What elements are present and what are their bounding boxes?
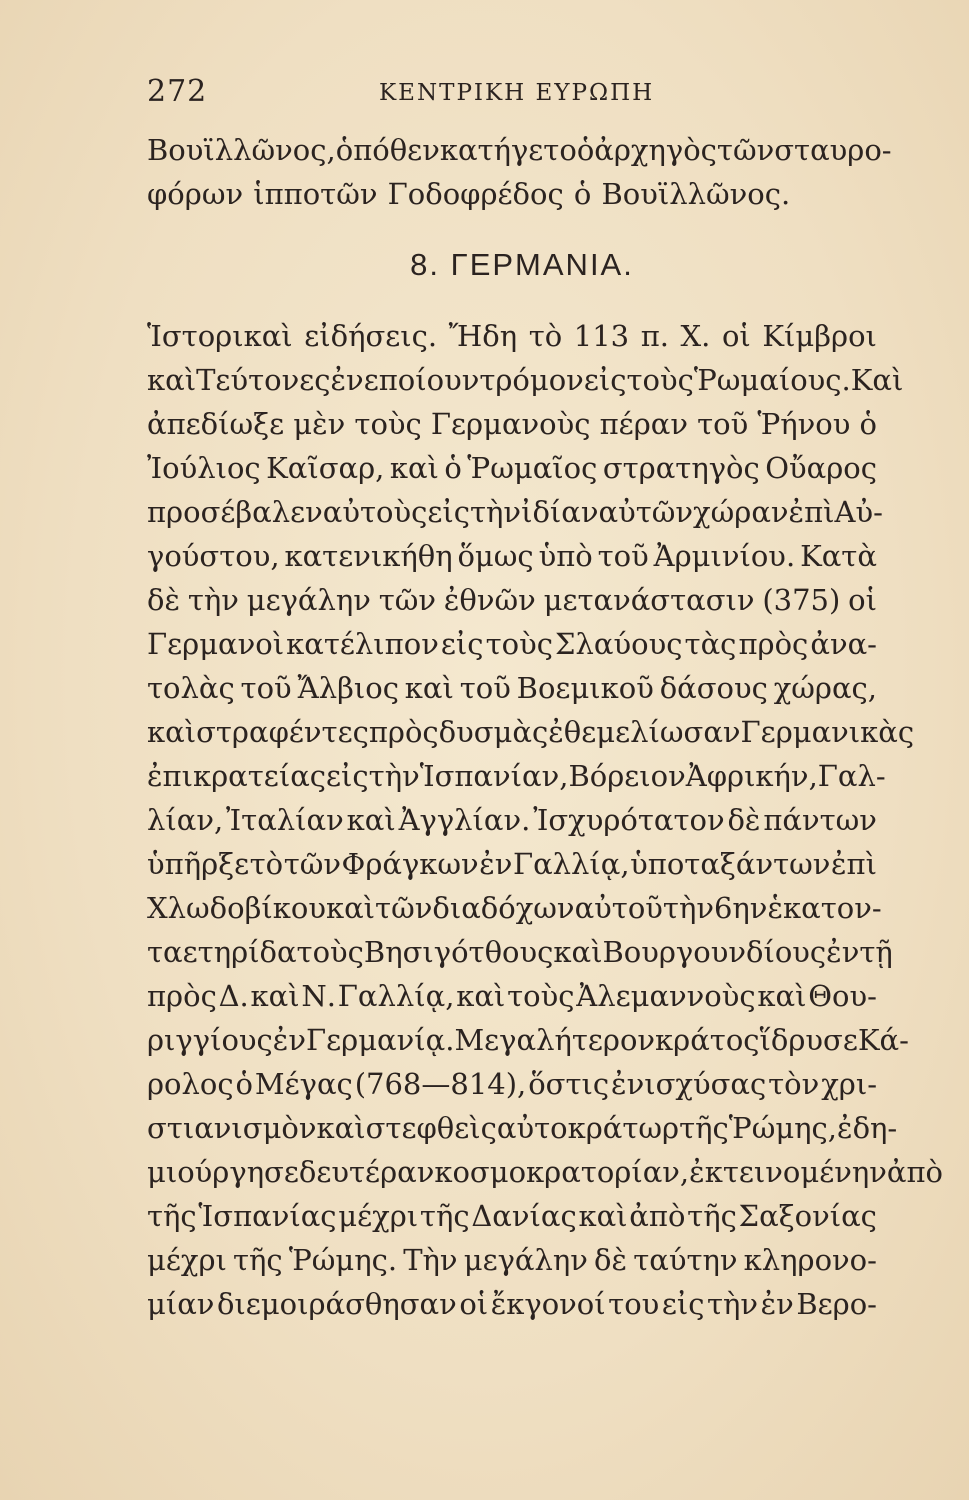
word: τὸ <box>249 847 284 881</box>
word: αὐτοῦ <box>574 891 663 925</box>
word: Γαλ- <box>817 759 886 793</box>
word: κοσμοκρατορίαν, <box>434 1155 690 1189</box>
word: στραφέντες <box>196 715 369 749</box>
word: διεμοιράσθησαν <box>216 1287 457 1321</box>
word: Βοεμικοῦ <box>516 671 654 705</box>
word: μετανάστασιν <box>543 583 755 617</box>
word: οἱ <box>721 319 751 353</box>
word: Θου- <box>808 979 877 1013</box>
word: τοῦ <box>697 407 749 441</box>
word: Ῥωμαῖος <box>467 451 598 485</box>
word: μέχρι <box>147 1243 227 1277</box>
word: καὶ <box>456 979 506 1013</box>
word: Ἀλεμαννοὺς <box>576 979 756 1013</box>
word: οἱ <box>459 1287 489 1321</box>
word: δὲ <box>727 803 761 837</box>
word: Βερο- <box>796 1287 877 1321</box>
word: καὶ <box>316 1111 366 1145</box>
word: Ν. <box>301 979 337 1013</box>
word: Βησιγότθους <box>363 935 554 969</box>
word: (375) <box>762 583 841 617</box>
word: καὶ <box>578 1199 628 1233</box>
word: καὶ <box>147 715 197 749</box>
lines-before-heading <box>147 128 892 216</box>
word: Βουργουνδίους <box>602 935 827 969</box>
word: ἀνα- <box>810 627 877 661</box>
word: τοὺς <box>296 935 364 969</box>
word: τῶν <box>378 583 437 617</box>
word: ἐθνῶν <box>443 583 536 617</box>
word: Οὔαρος <box>765 451 877 485</box>
text-line <box>147 1106 898 1150</box>
word: δυσμὰς <box>438 715 549 749</box>
text-line <box>147 886 882 930</box>
word: τῶν <box>283 847 342 881</box>
text-line <box>147 974 877 1018</box>
word: καὶ <box>389 451 439 485</box>
word: Ἰταλίαν <box>226 803 344 837</box>
word: καὶ <box>346 803 396 837</box>
word: γούστου, <box>147 539 280 573</box>
word: ἐπικρατείας <box>147 759 327 793</box>
word: εἰς <box>326 759 369 793</box>
word: εἰς <box>440 627 484 661</box>
word: πάντων <box>763 803 877 837</box>
word: Μέγας <box>254 1067 353 1101</box>
lines-after-heading <box>147 314 943 1326</box>
text-line <box>147 666 877 710</box>
word: τοὺς <box>626 363 694 397</box>
word: Ῥήνου <box>757 407 851 441</box>
word: Ἱσπανίας <box>198 1199 337 1233</box>
word: τὴν <box>368 759 420 793</box>
word: τῶν <box>375 891 433 925</box>
word: τοῦ <box>459 671 511 705</box>
text-line <box>147 446 877 490</box>
word: 6ην <box>713 891 768 925</box>
word: ταετηρίδα <box>147 935 297 969</box>
word: Ἰσχυρότατον <box>533 803 725 837</box>
text-line <box>147 172 877 216</box>
word: αὐτοκράτωρ <box>496 1111 680 1145</box>
word: τῇ <box>859 935 893 969</box>
word: μεγάλην <box>246 583 371 617</box>
word: ὁ <box>576 133 595 167</box>
word: 113 <box>573 319 630 353</box>
word: τρόμον <box>479 363 584 397</box>
word: τὴν <box>662 891 714 925</box>
text-line <box>147 128 892 172</box>
word: εἰς <box>427 495 471 529</box>
word: Ῥώμης, <box>728 1111 838 1145</box>
word: οἱ <box>848 583 877 617</box>
word: λίαν, <box>147 803 224 837</box>
text-line <box>147 798 877 842</box>
word: Γερμανικὰς <box>740 715 915 749</box>
word: τοὺς <box>507 979 575 1013</box>
word: Τεύτονες <box>196 363 331 397</box>
word: Ἀρμινίου. <box>653 539 796 573</box>
word: τὰς <box>684 627 737 661</box>
word: καὶ <box>757 979 807 1013</box>
word: τοῦ <box>240 671 292 705</box>
word: Κατὰ <box>800 539 877 573</box>
word: δευτέραν <box>298 1155 435 1189</box>
word: τὴν <box>187 583 239 617</box>
text-line <box>147 1018 909 1062</box>
word: τὸ <box>528 319 563 353</box>
word: τῶν <box>716 133 775 167</box>
word: Αὐ- <box>834 495 883 529</box>
word: μέχρι <box>338 1199 419 1233</box>
word: ἐκτεινομένην <box>689 1155 887 1189</box>
word: στρατηγὸς <box>602 451 760 485</box>
page-header <box>147 68 882 118</box>
body-text <box>147 128 943 1326</box>
text-line <box>147 534 877 578</box>
text-line <box>147 1238 877 1282</box>
word: τολὰς <box>147 671 235 705</box>
text-line <box>147 490 883 534</box>
word: Μεγαλήτερον <box>454 1023 656 1057</box>
word: ἀρχηγὸς <box>594 133 717 167</box>
running-title: ΚΕΝΤΡΙΚΗ ΕΥΡΩΠΗ <box>379 80 655 106</box>
word: Ἄλβιος <box>297 671 399 705</box>
word: ἐδη- <box>837 1111 898 1145</box>
word: Ῥώμης. <box>288 1243 398 1277</box>
word: χώρας, <box>773 671 877 705</box>
word: Γαλλίᾳ, <box>337 979 455 1013</box>
text-line <box>147 314 877 358</box>
word: ἵδρυσε <box>759 1023 858 1057</box>
word: ἐπὶ <box>830 847 877 881</box>
word: Τὴν <box>403 1243 458 1277</box>
word: κληρονο- <box>743 1243 877 1277</box>
word: ἐν <box>272 1023 306 1057</box>
word: καὶ <box>553 935 603 969</box>
word: ριγγίους <box>147 1023 273 1057</box>
text-line <box>147 842 877 886</box>
word: ὁπόθεν <box>335 133 440 167</box>
page-number: 272 <box>147 74 208 109</box>
word: ἱπποτῶν <box>253 177 378 211</box>
word: μεγάλην <box>463 1243 588 1277</box>
word: εἰς <box>583 363 627 397</box>
word: φόρων <box>147 177 244 211</box>
word: του <box>608 1287 660 1321</box>
word: εἰδήσεις. <box>304 319 438 353</box>
word: χρι- <box>821 1067 877 1101</box>
word: Χλωδοβίκου <box>147 891 326 925</box>
word: ὅμως <box>457 539 534 573</box>
word: καὶ <box>147 363 197 397</box>
word: δάσους <box>659 671 768 705</box>
word: τῆς <box>147 1199 197 1233</box>
word: Σαξονίας <box>738 1199 877 1233</box>
word: Γερμανοὺς <box>430 407 591 441</box>
word: ἐθεμελίωσαν <box>548 715 741 749</box>
word: δὲ <box>147 583 181 617</box>
word: Καῖσαρ, <box>266 451 385 485</box>
word: ὑπὸ <box>538 539 593 573</box>
word: κατήγετο <box>439 133 577 167</box>
word: ἀπὸ <box>629 1199 686 1233</box>
word: Ῥωμαίους. <box>693 363 851 397</box>
word: ὁ <box>573 177 592 211</box>
word: ὅστις <box>528 1067 610 1101</box>
word: ἐν <box>826 935 860 969</box>
word: τῆς <box>419 1199 470 1233</box>
word: ὁ <box>859 407 877 441</box>
word: Ἱστορικαὶ <box>147 319 293 353</box>
word: προσέβαλεν <box>147 495 323 529</box>
word: Γερμανίᾳ. <box>306 1023 455 1057</box>
text-line <box>147 1150 943 1194</box>
word: τοὺς <box>354 407 422 441</box>
word: ἀπὸ <box>886 1155 943 1189</box>
word: ρολος <box>147 1067 234 1101</box>
word: πρὸς <box>368 715 439 749</box>
word: ἐν <box>760 1287 794 1321</box>
word: Δ. <box>218 979 249 1013</box>
word: στιανισμὸν <box>147 1111 317 1145</box>
word: Ἤδη <box>448 319 518 353</box>
text-line <box>147 578 877 622</box>
word: καὶ <box>404 671 454 705</box>
word: Βουϊλλῶνος. <box>601 177 791 211</box>
word: τῆς <box>679 1111 729 1145</box>
word: ἐν <box>479 847 513 881</box>
word: χώραν <box>693 495 789 529</box>
word: αὐτοὺς <box>322 495 428 529</box>
word: Γοδοφρέδος <box>387 177 564 211</box>
word: Κά- <box>857 1023 909 1057</box>
word: ταύτην <box>633 1243 738 1277</box>
word: Βουϊλλῶνος, <box>147 133 336 167</box>
word: Δανίας <box>471 1199 577 1233</box>
word: ἐνεποίουν <box>330 363 480 397</box>
word: ἀπεδίωξε <box>147 407 285 441</box>
word: αὐτῶν <box>598 495 694 529</box>
word: Γαλλίᾳ, <box>512 847 630 881</box>
word: τοὺς <box>485 627 553 661</box>
text-line <box>147 358 904 402</box>
word: τὴν <box>707 1287 759 1321</box>
word: (768—814), <box>354 1067 527 1101</box>
word: Ἱσπανίαν, <box>419 759 569 793</box>
word: ὑποταξάντων <box>630 847 831 881</box>
word: ἐπὶ <box>788 495 835 529</box>
word: πρὸς <box>147 979 217 1013</box>
word: π. <box>640 319 669 353</box>
word: ὁ <box>235 1067 253 1101</box>
word: ἐνισχύσας <box>611 1067 767 1101</box>
word: διαδόχων <box>432 891 575 925</box>
word: Χ. <box>680 319 711 353</box>
word: Κίμβροι <box>762 319 877 353</box>
word: καὶ <box>325 891 376 925</box>
word: Ἀγγλίαν. <box>398 803 531 837</box>
word: εἰς <box>661 1287 705 1321</box>
text-line <box>147 754 886 798</box>
word: μίαν <box>147 1287 215 1321</box>
word: Ἰούλιος <box>147 451 261 485</box>
text-line <box>147 710 915 754</box>
word: πέραν <box>599 407 688 441</box>
word: ἰδίαν <box>521 495 599 529</box>
word: Γερμανοὶ <box>147 627 285 661</box>
word: Βόρειον <box>568 759 686 793</box>
word: Καὶ <box>850 363 904 397</box>
word: κατενικήθη <box>284 539 453 573</box>
word: μὲν <box>293 407 346 441</box>
word: Ἀφρικήν, <box>685 759 818 793</box>
word: κράτος <box>655 1023 760 1057</box>
word: ὁ <box>444 451 462 485</box>
word: ὑπῆρξε <box>147 847 250 881</box>
word: τὸν <box>768 1067 820 1101</box>
word: τῆς <box>233 1243 283 1277</box>
word: δὲ <box>594 1243 628 1277</box>
word: μιούργησε <box>147 1155 299 1189</box>
word: σταυρο- <box>774 133 892 167</box>
word: ἔκγονοί <box>490 1287 606 1321</box>
text-line <box>147 1062 877 1106</box>
word: πρὸς <box>738 627 809 661</box>
text-line <box>147 622 877 666</box>
section-heading: 8. ΓΕΡΜΑΝΙΑ. <box>410 247 634 282</box>
text-line <box>147 402 877 446</box>
word: Σλαύους <box>555 627 683 661</box>
word: τὴν <box>470 495 522 529</box>
text-line <box>147 1282 877 1326</box>
word: τοῦ <box>597 539 649 573</box>
text-line <box>147 930 893 974</box>
word: Φράγκων <box>341 847 479 881</box>
word: τῆς <box>687 1199 737 1233</box>
word: ἑκατον- <box>767 891 882 925</box>
text-line <box>147 1194 877 1238</box>
word: καὶ <box>250 979 300 1013</box>
word: κατέλιπον <box>286 627 439 661</box>
word: στεφθεὶς <box>365 1111 497 1145</box>
